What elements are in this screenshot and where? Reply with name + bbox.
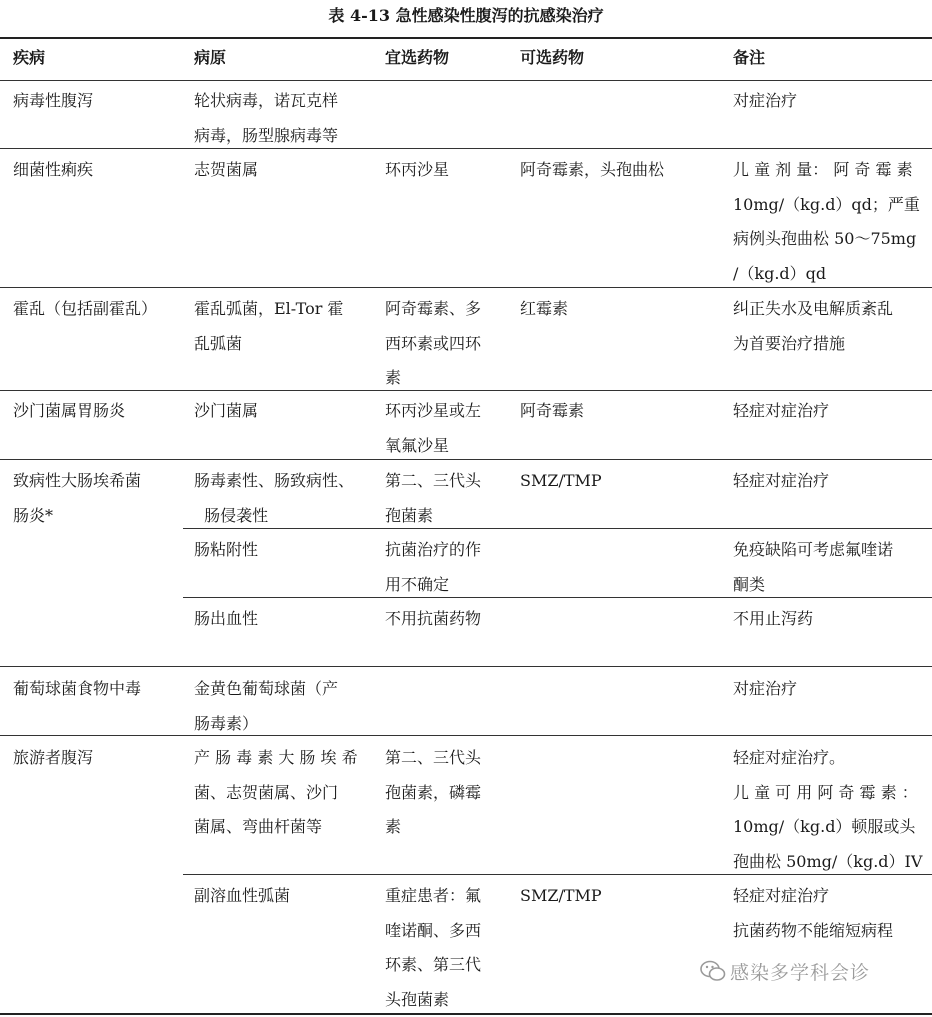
cell-alternative-drug: 阿奇霉素，头孢曲松 — [520, 160, 665, 179]
cell-pathogen: 轮状病毒，诺瓦克样 病毒，肠型腺病毒等 — [194, 91, 339, 145]
header-remark: 备注 — [733, 48, 766, 67]
cell-pathogen: 肠毒素性、肠致病性、 肠侵袭性 — [194, 471, 355, 525]
table-rule — [0, 287, 932, 288]
table-rule — [183, 528, 932, 529]
cell-remark: 对症治疗 — [733, 91, 798, 110]
cell-disease: 旅游者腹泻 — [13, 748, 94, 767]
cell-alternative-drug: SMZ/TMP — [520, 471, 602, 490]
table-rule — [0, 148, 932, 149]
cell-pathogen: 肠出血性 — [194, 609, 259, 628]
cell-preferred-drug: 第二、三代头 孢菌素 — [385, 471, 482, 525]
cell-pathogen: 副溶血性弧菌 — [194, 886, 291, 905]
table-rule — [183, 874, 932, 875]
cell-alternative-drug: 红霉素 — [520, 299, 569, 318]
table-title: 表 4-13 急性感染性腹泻的抗感染治疗 — [328, 6, 604, 25]
cell-remark: 轻症对症治疗 — [733, 471, 830, 490]
cell-remark: 轻症对症治疗 抗菌药物不能缩短病程 — [733, 886, 894, 940]
cell-pathogen: 肠粘附性 — [194, 540, 259, 559]
cell-remark: 不用止泻药 — [733, 609, 814, 628]
cell-disease: 霍乱（包括副霍乱） — [13, 299, 158, 318]
cell-pathogen: 产 肠 毒 素 大 肠 埃 希 菌、志贺菌属、沙门 菌属、弯曲杆菌等 — [194, 748, 358, 836]
watermark — [700, 958, 870, 987]
cell-remark: 轻症对症治疗 — [733, 401, 830, 420]
cell-alternative-drug: 阿奇霉素 — [520, 401, 585, 420]
cell-preferred-drug: 不用抗菌药物 — [385, 609, 482, 628]
header-alternative-drug: 可选药物 — [520, 48, 585, 67]
cell-remark: 纠正失水及电解质紊乱 为首要治疗措施 — [733, 299, 894, 353]
cell-disease: 致病性大肠埃希菌 肠炎* — [13, 471, 142, 525]
cell-disease: 病毒性腹泻 — [13, 91, 94, 110]
cell-preferred-drug: 第二、三代头 孢菌素，磷霉 素 — [385, 748, 482, 836]
cell-disease: 沙门菌属胃肠炎 — [13, 401, 126, 420]
cell-disease: 细菌性痢疾 — [13, 160, 94, 179]
table-rule — [0, 666, 932, 667]
cell-pathogen: 霍乱弧菌，El-Tor 霍 乱弧菌 — [194, 299, 344, 353]
header-pathogen: 病原 — [194, 48, 227, 67]
cell-remark: 对症治疗 — [733, 679, 798, 698]
cell-pathogen: 志贺菌属 — [194, 160, 259, 179]
table-rule — [183, 597, 932, 598]
cell-pathogen: 沙门菌属 — [194, 401, 259, 420]
cell-preferred-drug: 重症患者：氟 喹诺酮、多西 环素、第三代 头孢菌素 — [385, 886, 482, 1009]
header-disease: 疾病 — [13, 48, 46, 67]
cell-remark: 轻症对症治疗。 儿 童 可 用 阿 奇 霉 素 ： 10mg/（kg.d）顿服或头 孢曲松 50mg/（kg.d）IV — [733, 748, 923, 871]
cell-preferred-drug: 环丙沙星 — [385, 160, 450, 179]
table-rule — [0, 390, 932, 391]
table-rule — [0, 735, 932, 736]
cell-remark: 儿 童 剂 量： 阿 奇 霉 素 10mg/（kg.d）qd；严重 病例头孢曲松 50～75mg /（kg.d）qd — [733, 160, 920, 283]
table-rule — [0, 1013, 932, 1015]
cell-remark: 免疫缺陷可考虑氟喹诺 酮类 — [733, 540, 894, 594]
table-rule — [0, 80, 932, 81]
cell-alternative-drug: SMZ/TMP — [520, 886, 602, 905]
cell-preferred-drug: 环丙沙星或左 氧氟沙星 — [385, 401, 482, 455]
rule-top — [0, 37, 932, 39]
cell-preferred-drug: 阿奇霉素、多 西环素或四环 素 — [385, 299, 482, 387]
watermark-text: 感染多学科会诊 — [730, 962, 871, 984]
cell-pathogen: 金黄色葡萄球菌（产 肠毒素） — [194, 679, 339, 733]
cell-preferred-drug: 抗菌治疗的作 用不确定 — [385, 540, 482, 594]
wechat-icon — [700, 960, 726, 987]
header-preferred-drug: 宜选药物 — [385, 48, 450, 67]
cell-disease: 葡萄球菌食物中毒 — [13, 679, 142, 698]
table-rule — [0, 459, 932, 460]
